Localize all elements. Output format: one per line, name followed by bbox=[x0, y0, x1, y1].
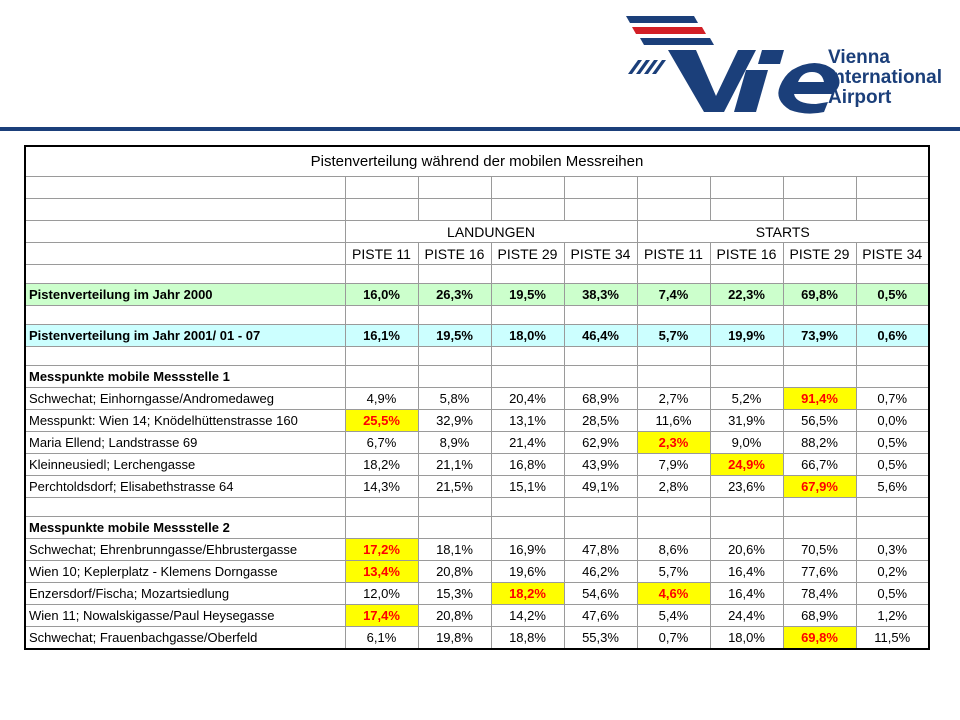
table-row bbox=[25, 454, 929, 476]
value-cell: 0,0% bbox=[856, 410, 929, 432]
highlighted-value-cell: 17,4% bbox=[345, 605, 418, 627]
row-label: Messpunkt: Wien 14; Knödelhüttenstrasse 160 bbox=[25, 410, 345, 432]
value-cell: 8,9% bbox=[418, 432, 491, 454]
table-row bbox=[25, 583, 929, 605]
value-cell: 69,8% bbox=[783, 284, 856, 306]
value-cell: 19,9% bbox=[710, 325, 783, 347]
value-cell: 7,9% bbox=[637, 454, 710, 476]
highlighted-value-cell: 2,3% bbox=[637, 432, 710, 454]
logo-line-3: Airport bbox=[828, 87, 892, 108]
value-cell: 14,3% bbox=[345, 476, 418, 498]
column-header: PISTE 16 bbox=[418, 243, 491, 265]
value-cell: 46,4% bbox=[564, 325, 637, 347]
empty-row bbox=[25, 265, 929, 284]
value-cell: 68,9% bbox=[564, 388, 637, 410]
value-cell: 26,3% bbox=[418, 284, 491, 306]
logo-line-1: Vienna bbox=[828, 47, 890, 68]
value-cell: 47,8% bbox=[564, 539, 637, 561]
value-cell: 21,4% bbox=[491, 432, 564, 454]
logo-wordmark bbox=[828, 48, 942, 108]
value-cell: 15,1% bbox=[491, 476, 564, 498]
value-cell: 5,4% bbox=[637, 605, 710, 627]
row-label: Pistenverteilung im Jahr 2001/ 01 - 07 bbox=[25, 325, 345, 347]
value-cell: 55,3% bbox=[564, 627, 637, 650]
summary-row-2001 bbox=[25, 325, 929, 347]
empty-row bbox=[25, 498, 929, 517]
value-cell: 8,6% bbox=[637, 539, 710, 561]
value-cell: 38,3% bbox=[564, 284, 637, 306]
value-cell: 16,8% bbox=[491, 454, 564, 476]
highlighted-value-cell: 67,9% bbox=[783, 476, 856, 498]
highlighted-value-cell: 13,4% bbox=[345, 561, 418, 583]
logo-stripes bbox=[628, 60, 666, 74]
value-cell: 5,8% bbox=[418, 388, 491, 410]
value-cell: 5,7% bbox=[637, 325, 710, 347]
value-cell: 18,2% bbox=[345, 454, 418, 476]
value-cell: 14,2% bbox=[491, 605, 564, 627]
value-cell: 28,5% bbox=[564, 410, 637, 432]
value-cell: 5,7% bbox=[637, 561, 710, 583]
column-header: PISTE 29 bbox=[491, 243, 564, 265]
value-cell: 32,9% bbox=[418, 410, 491, 432]
section-2-rows bbox=[25, 539, 929, 650]
value-cell: 20,6% bbox=[710, 539, 783, 561]
empty-row bbox=[25, 347, 929, 366]
value-cell: 0,3% bbox=[856, 539, 929, 561]
value-cell: 31,9% bbox=[710, 410, 783, 432]
table-row bbox=[25, 605, 929, 627]
section-label-2: Messpunkte mobile Messstelle 2 bbox=[25, 517, 345, 539]
table-row bbox=[25, 627, 929, 650]
empty-row bbox=[25, 177, 929, 199]
value-cell: 43,9% bbox=[564, 454, 637, 476]
value-cell: 70,5% bbox=[783, 539, 856, 561]
row-label: Wien 10; Keplerplatz - Klemens Dorngasse bbox=[25, 561, 345, 583]
value-cell: 68,9% bbox=[783, 605, 856, 627]
highlighted-value-cell: 17,2% bbox=[345, 539, 418, 561]
value-cell: 7,4% bbox=[637, 284, 710, 306]
value-cell: 18,0% bbox=[710, 627, 783, 650]
row-label: Schwechat; Einhorngasse/Andromedaweg bbox=[25, 388, 345, 410]
value-cell: 4,9% bbox=[345, 388, 418, 410]
value-cell: 66,7% bbox=[783, 454, 856, 476]
highlighted-value-cell: 91,4% bbox=[783, 388, 856, 410]
value-cell: 47,6% bbox=[564, 605, 637, 627]
group-header-starts: STARTS bbox=[637, 221, 929, 243]
value-cell: 54,6% bbox=[564, 583, 637, 605]
blank-cell bbox=[25, 221, 345, 243]
value-cell: 62,9% bbox=[564, 432, 637, 454]
column-header: PISTE 11 bbox=[345, 243, 418, 265]
value-cell: 0,6% bbox=[856, 325, 929, 347]
runway-distribution-table bbox=[24, 145, 930, 650]
table-row bbox=[25, 432, 929, 454]
value-cell: 21,5% bbox=[418, 476, 491, 498]
value-cell: 77,6% bbox=[783, 561, 856, 583]
value-cell: 49,1% bbox=[564, 476, 637, 498]
value-cell: 21,1% bbox=[418, 454, 491, 476]
column-header: PISTE 11 bbox=[637, 243, 710, 265]
value-cell: 56,5% bbox=[783, 410, 856, 432]
value-cell: 73,9% bbox=[783, 325, 856, 347]
value-cell: 16,9% bbox=[491, 539, 564, 561]
row-label: Pistenverteilung im Jahr 2000 bbox=[25, 284, 345, 306]
column-header: PISTE 16 bbox=[710, 243, 783, 265]
column-header-row bbox=[25, 243, 929, 265]
value-cell: 5,2% bbox=[710, 388, 783, 410]
highlighted-value-cell: 4,6% bbox=[637, 583, 710, 605]
value-cell: 0,7% bbox=[637, 627, 710, 650]
value-cell: 19,6% bbox=[491, 561, 564, 583]
value-cell: 24,4% bbox=[710, 605, 783, 627]
value-cell: 16,0% bbox=[345, 284, 418, 306]
table-title: Pistenverteilung während der mobilen Messreihen bbox=[25, 146, 929, 177]
column-header: PISTE 29 bbox=[783, 243, 856, 265]
row-label: Maria Ellend; Landstrasse 69 bbox=[25, 432, 345, 454]
table-row bbox=[25, 476, 929, 498]
value-cell: 16,1% bbox=[345, 325, 418, 347]
value-cell: 18,1% bbox=[418, 539, 491, 561]
table-row bbox=[25, 388, 929, 410]
highlighted-value-cell: 69,8% bbox=[783, 627, 856, 650]
value-cell: 11,5% bbox=[856, 627, 929, 650]
value-cell: 0,5% bbox=[856, 454, 929, 476]
row-label: Kleinneusiedl; Lerchengasse bbox=[25, 454, 345, 476]
header-divider bbox=[0, 127, 960, 131]
value-cell: 1,2% bbox=[856, 605, 929, 627]
value-cell: 18,0% bbox=[491, 325, 564, 347]
value-cell: 18,8% bbox=[491, 627, 564, 650]
column-header: PISTE 34 bbox=[564, 243, 637, 265]
summary-row-2000 bbox=[25, 284, 929, 306]
highlighted-value-cell: 18,2% bbox=[491, 583, 564, 605]
value-cell: 2,8% bbox=[637, 476, 710, 498]
value-cell: 20,8% bbox=[418, 605, 491, 627]
value-cell: 6,1% bbox=[345, 627, 418, 650]
value-cell: 12,0% bbox=[345, 583, 418, 605]
value-cell: 19,5% bbox=[491, 284, 564, 306]
value-cell: 46,2% bbox=[564, 561, 637, 583]
row-label: Wien 11; Nowalskigasse/Paul Heysegasse bbox=[25, 605, 345, 627]
value-cell: 0,5% bbox=[856, 432, 929, 454]
value-cell: 6,7% bbox=[345, 432, 418, 454]
value-cell: 9,0% bbox=[710, 432, 783, 454]
empty-row bbox=[25, 306, 929, 325]
value-cell: 0,5% bbox=[856, 583, 929, 605]
value-cell: 5,6% bbox=[856, 476, 929, 498]
value-cell: 23,6% bbox=[710, 476, 783, 498]
value-cell: 2,7% bbox=[637, 388, 710, 410]
value-cell: 13,1% bbox=[491, 410, 564, 432]
row-label: Perchtoldsdorf; Elisabethstrasse 64 bbox=[25, 476, 345, 498]
section-label-1: Messpunkte mobile Messstelle 1 bbox=[25, 366, 345, 388]
value-cell: 16,4% bbox=[710, 583, 783, 605]
highlighted-value-cell: 24,9% bbox=[710, 454, 783, 476]
value-cell: 20,4% bbox=[491, 388, 564, 410]
empty-row bbox=[25, 199, 929, 221]
value-cell: 19,5% bbox=[418, 325, 491, 347]
table-row bbox=[25, 410, 929, 432]
table-row bbox=[25, 539, 929, 561]
section-1-rows bbox=[25, 388, 929, 498]
row-label: Schwechat; Frauenbachgasse/Oberfeld bbox=[25, 627, 345, 650]
value-cell: 22,3% bbox=[710, 284, 783, 306]
row-label: Schwechat; Ehrenbrunngasse/Ehbrustergasse bbox=[25, 539, 345, 561]
value-cell: 19,8% bbox=[418, 627, 491, 650]
value-cell: 11,6% bbox=[637, 410, 710, 432]
group-header-landings: LANDUNGEN bbox=[345, 221, 637, 243]
value-cell: 88,2% bbox=[783, 432, 856, 454]
value-cell: 0,7% bbox=[856, 388, 929, 410]
table-row bbox=[25, 561, 929, 583]
column-header: PISTE 34 bbox=[856, 243, 929, 265]
highlighted-value-cell: 25,5% bbox=[345, 410, 418, 432]
value-cell: 16,4% bbox=[710, 561, 783, 583]
logo-chevrons bbox=[626, 16, 714, 45]
value-cell: 0,2% bbox=[856, 561, 929, 583]
row-label: Enzersdorf/Fischa; Mozartsiedlung bbox=[25, 583, 345, 605]
value-cell: 15,3% bbox=[418, 583, 491, 605]
value-cell: 0,5% bbox=[856, 284, 929, 306]
value-cell: 20,8% bbox=[418, 561, 491, 583]
logo-line-2: International bbox=[828, 67, 943, 88]
value-cell: 78,4% bbox=[783, 583, 856, 605]
